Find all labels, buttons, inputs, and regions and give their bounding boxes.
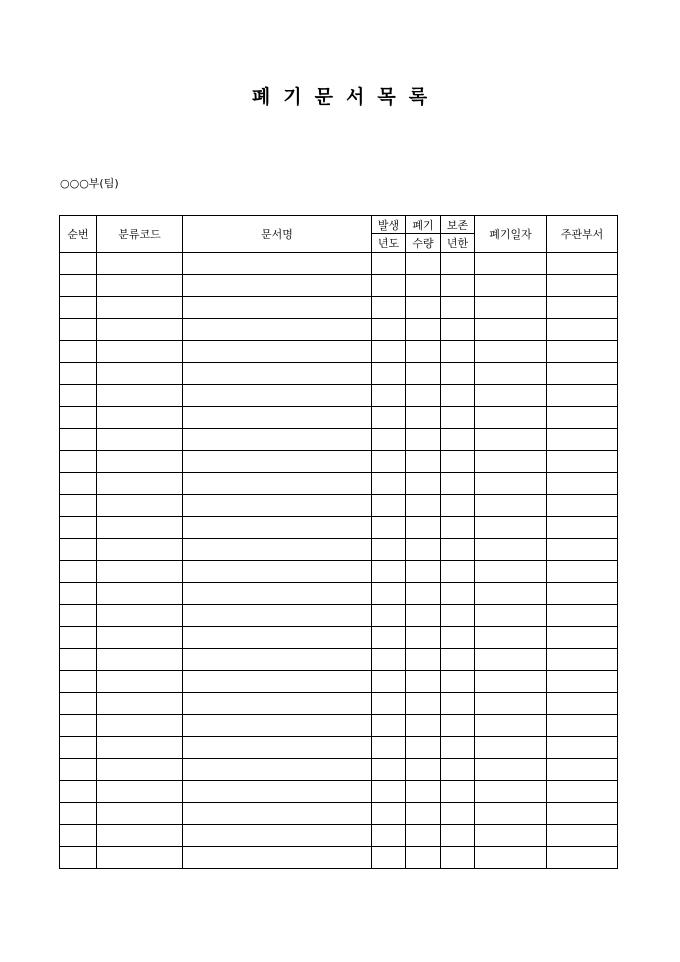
title-char: 목 bbox=[377, 86, 397, 108]
cell-doc-name bbox=[183, 803, 372, 825]
cell-doc-name bbox=[183, 825, 372, 847]
cell-seq bbox=[60, 803, 97, 825]
cell-seq bbox=[60, 451, 97, 473]
cell-issue-year bbox=[372, 385, 406, 407]
header-issue-year-bottom: 년도 bbox=[372, 234, 406, 253]
cell-retention bbox=[441, 671, 475, 693]
cell-class-code bbox=[97, 451, 183, 473]
cell-doc-name bbox=[183, 275, 372, 297]
cell-dept bbox=[547, 649, 618, 671]
cell-issue-year bbox=[372, 275, 406, 297]
cell-class-code bbox=[97, 341, 183, 363]
header-dept: 주관부서 bbox=[547, 216, 618, 253]
cell-class-code bbox=[97, 627, 183, 649]
cell-class-code bbox=[97, 781, 183, 803]
cell-disposal-date bbox=[475, 737, 547, 759]
cell-class-code bbox=[97, 407, 183, 429]
cell-retention bbox=[441, 605, 475, 627]
cell-disposal-qty bbox=[406, 825, 441, 847]
cell-seq bbox=[60, 385, 97, 407]
cell-class-code bbox=[97, 275, 183, 297]
cell-dept bbox=[547, 363, 618, 385]
cell-seq bbox=[60, 561, 97, 583]
cell-issue-year bbox=[372, 583, 406, 605]
cell-class-code bbox=[97, 561, 183, 583]
cell-disposal-date bbox=[475, 429, 547, 451]
cell-dept bbox=[547, 627, 618, 649]
cell-retention bbox=[441, 803, 475, 825]
cell-disposal-qty bbox=[406, 605, 441, 627]
cell-doc-name bbox=[183, 847, 372, 869]
cell-seq bbox=[60, 253, 97, 275]
cell-issue-year bbox=[372, 495, 406, 517]
cell-dept bbox=[547, 297, 618, 319]
cell-seq bbox=[60, 429, 97, 451]
cell-disposal-qty bbox=[406, 715, 441, 737]
cell-issue-year bbox=[372, 561, 406, 583]
cell-seq bbox=[60, 649, 97, 671]
cell-retention bbox=[441, 253, 475, 275]
cell-class-code bbox=[97, 583, 183, 605]
cell-class-code bbox=[97, 671, 183, 693]
cell-disposal-date bbox=[475, 385, 547, 407]
cell-class-code bbox=[97, 429, 183, 451]
cell-seq bbox=[60, 275, 97, 297]
cell-dept bbox=[547, 495, 618, 517]
title-char: 록 bbox=[408, 86, 429, 108]
header-disposal-date: 폐기일자 bbox=[475, 216, 547, 253]
cell-disposal-date bbox=[475, 275, 547, 297]
cell-doc-name bbox=[183, 649, 372, 671]
cell-disposal-qty bbox=[406, 495, 441, 517]
cell-doc-name bbox=[183, 495, 372, 517]
table-row bbox=[60, 847, 618, 869]
cell-dept bbox=[547, 275, 618, 297]
cell-class-code bbox=[97, 847, 183, 869]
cell-retention bbox=[441, 539, 475, 561]
table-row bbox=[60, 473, 618, 495]
cell-dept bbox=[547, 737, 618, 759]
cell-disposal-qty bbox=[406, 649, 441, 671]
cell-dept bbox=[547, 451, 618, 473]
disposal-document-table bbox=[59, 215, 618, 869]
table-row bbox=[60, 341, 618, 363]
cell-dept bbox=[547, 715, 618, 737]
header-issue-year-top: 발생 bbox=[372, 216, 406, 234]
cell-dept bbox=[547, 583, 618, 605]
cell-doc-name bbox=[183, 407, 372, 429]
table-row bbox=[60, 825, 618, 847]
cell-dept bbox=[547, 385, 618, 407]
table-row bbox=[60, 737, 618, 759]
cell-class-code bbox=[97, 605, 183, 627]
cell-doc-name bbox=[183, 429, 372, 451]
cell-seq bbox=[60, 539, 97, 561]
table-row bbox=[60, 363, 618, 385]
table-row bbox=[60, 407, 618, 429]
header-disposal-qty-top: 폐기 bbox=[406, 216, 441, 234]
cell-disposal-date bbox=[475, 363, 547, 385]
cell-issue-year bbox=[372, 363, 406, 385]
cell-issue-year bbox=[372, 627, 406, 649]
cell-retention bbox=[441, 649, 475, 671]
cell-doc-name bbox=[183, 319, 372, 341]
table-row bbox=[60, 319, 618, 341]
cell-disposal-date bbox=[475, 671, 547, 693]
cell-disposal-date bbox=[475, 715, 547, 737]
cell-seq bbox=[60, 847, 97, 869]
cell-disposal-date bbox=[475, 253, 547, 275]
table-row bbox=[60, 451, 618, 473]
cell-retention bbox=[441, 407, 475, 429]
table-row bbox=[60, 715, 618, 737]
cell-seq bbox=[60, 495, 97, 517]
cell-issue-year bbox=[372, 847, 406, 869]
header-doc-name: 문서명 bbox=[183, 216, 372, 253]
table-body bbox=[60, 253, 618, 869]
cell-issue-year bbox=[372, 671, 406, 693]
cell-issue-year bbox=[372, 759, 406, 781]
cell-dept bbox=[547, 341, 618, 363]
cell-seq bbox=[60, 473, 97, 495]
cell-disposal-date bbox=[475, 297, 547, 319]
cell-disposal-date bbox=[475, 319, 547, 341]
cell-seq bbox=[60, 297, 97, 319]
table-row bbox=[60, 297, 618, 319]
cell-issue-year bbox=[372, 649, 406, 671]
cell-class-code bbox=[97, 715, 183, 737]
cell-disposal-date bbox=[475, 781, 547, 803]
cell-retention bbox=[441, 737, 475, 759]
cell-dept bbox=[547, 803, 618, 825]
cell-retention bbox=[441, 385, 475, 407]
department-label: ○○○부(팀) bbox=[60, 177, 119, 190]
cell-issue-year bbox=[372, 319, 406, 341]
cell-disposal-date bbox=[475, 341, 547, 363]
cell-disposal-qty bbox=[406, 517, 441, 539]
cell-retention bbox=[441, 517, 475, 539]
cell-retention bbox=[441, 451, 475, 473]
cell-disposal-qty bbox=[406, 847, 441, 869]
cell-doc-name bbox=[183, 693, 372, 715]
cell-issue-year bbox=[372, 429, 406, 451]
cell-dept bbox=[547, 539, 618, 561]
cell-issue-year bbox=[372, 715, 406, 737]
cell-disposal-date bbox=[475, 847, 547, 869]
cell-seq bbox=[60, 781, 97, 803]
cell-retention bbox=[441, 319, 475, 341]
cell-dept bbox=[547, 561, 618, 583]
cell-class-code bbox=[97, 825, 183, 847]
cell-retention bbox=[441, 583, 475, 605]
header-retention-bottom: 년한 bbox=[441, 234, 475, 253]
cell-disposal-qty bbox=[406, 341, 441, 363]
cell-issue-year bbox=[372, 803, 406, 825]
cell-disposal-date bbox=[475, 495, 547, 517]
cell-retention bbox=[441, 297, 475, 319]
cell-class-code bbox=[97, 495, 183, 517]
table-row bbox=[60, 385, 618, 407]
cell-doc-name bbox=[183, 781, 372, 803]
cell-seq bbox=[60, 671, 97, 693]
cell-disposal-date bbox=[475, 473, 547, 495]
table-row bbox=[60, 627, 618, 649]
cell-issue-year bbox=[372, 451, 406, 473]
cell-disposal-qty bbox=[406, 451, 441, 473]
cell-disposal-qty bbox=[406, 297, 441, 319]
cell-disposal-date bbox=[475, 583, 547, 605]
cell-doc-name bbox=[183, 561, 372, 583]
cell-retention bbox=[441, 275, 475, 297]
table-row bbox=[60, 693, 618, 715]
cell-disposal-date bbox=[475, 605, 547, 627]
table-row bbox=[60, 649, 618, 671]
table-row bbox=[60, 517, 618, 539]
cell-dept bbox=[547, 473, 618, 495]
cell-disposal-qty bbox=[406, 583, 441, 605]
cell-retention bbox=[441, 693, 475, 715]
cell-class-code bbox=[97, 363, 183, 385]
table-row bbox=[60, 429, 618, 451]
table-row bbox=[60, 803, 618, 825]
cell-dept bbox=[547, 693, 618, 715]
cell-disposal-date bbox=[475, 539, 547, 561]
cell-doc-name bbox=[183, 517, 372, 539]
cell-seq bbox=[60, 737, 97, 759]
cell-issue-year bbox=[372, 473, 406, 495]
cell-retention bbox=[441, 495, 475, 517]
cell-class-code bbox=[97, 649, 183, 671]
cell-class-code bbox=[97, 297, 183, 319]
cell-doc-name bbox=[183, 297, 372, 319]
cell-disposal-date bbox=[475, 825, 547, 847]
cell-doc-name bbox=[183, 627, 372, 649]
table-row bbox=[60, 539, 618, 561]
cell-disposal-qty bbox=[406, 737, 441, 759]
cell-issue-year bbox=[372, 781, 406, 803]
cell-retention bbox=[441, 627, 475, 649]
cell-disposal-qty bbox=[406, 385, 441, 407]
cell-dept bbox=[547, 605, 618, 627]
cell-retention bbox=[441, 847, 475, 869]
cell-disposal-date bbox=[475, 407, 547, 429]
cell-seq bbox=[60, 693, 97, 715]
cell-retention bbox=[441, 363, 475, 385]
cell-disposal-qty bbox=[406, 693, 441, 715]
header-retention-top: 보존 bbox=[441, 216, 475, 234]
cell-issue-year bbox=[372, 253, 406, 275]
cell-retention bbox=[441, 341, 475, 363]
cell-doc-name bbox=[183, 451, 372, 473]
cell-disposal-date bbox=[475, 451, 547, 473]
cell-issue-year bbox=[372, 297, 406, 319]
cell-retention bbox=[441, 473, 475, 495]
cell-class-code bbox=[97, 473, 183, 495]
cell-disposal-qty bbox=[406, 319, 441, 341]
cell-doc-name bbox=[183, 341, 372, 363]
cell-issue-year bbox=[372, 407, 406, 429]
cell-doc-name bbox=[183, 605, 372, 627]
cell-disposal-date bbox=[475, 561, 547, 583]
table-row bbox=[60, 495, 618, 517]
cell-retention bbox=[441, 825, 475, 847]
cell-disposal-qty bbox=[406, 253, 441, 275]
cell-disposal-qty bbox=[406, 363, 441, 385]
cell-dept bbox=[547, 825, 618, 847]
cell-disposal-date bbox=[475, 649, 547, 671]
title-char: 문 bbox=[314, 86, 334, 108]
table-row bbox=[60, 781, 618, 803]
cell-class-code bbox=[97, 737, 183, 759]
header-class-code: 분류코드 bbox=[97, 216, 183, 253]
cell-disposal-qty bbox=[406, 275, 441, 297]
cell-disposal-qty bbox=[406, 429, 441, 451]
table-row bbox=[60, 671, 618, 693]
cell-doc-name bbox=[183, 583, 372, 605]
title-char: 기 bbox=[283, 86, 303, 108]
cell-disposal-qty bbox=[406, 627, 441, 649]
cell-disposal-qty bbox=[406, 781, 441, 803]
cell-dept bbox=[547, 429, 618, 451]
cell-dept bbox=[547, 319, 618, 341]
header-disposal-qty-bottom: 수량 bbox=[406, 234, 441, 253]
cell-issue-year bbox=[372, 539, 406, 561]
cell-doc-name bbox=[183, 759, 372, 781]
cell-seq bbox=[60, 759, 97, 781]
cell-retention bbox=[441, 781, 475, 803]
table-row bbox=[60, 275, 618, 297]
cell-doc-name bbox=[183, 363, 372, 385]
cell-seq bbox=[60, 341, 97, 363]
cell-issue-year bbox=[372, 341, 406, 363]
cell-doc-name bbox=[183, 671, 372, 693]
cell-issue-year bbox=[372, 825, 406, 847]
cell-doc-name bbox=[183, 715, 372, 737]
cell-doc-name bbox=[183, 539, 372, 561]
cell-dept bbox=[547, 517, 618, 539]
cell-disposal-date bbox=[475, 627, 547, 649]
table-row bbox=[60, 583, 618, 605]
cell-disposal-date bbox=[475, 693, 547, 715]
cell-seq bbox=[60, 517, 97, 539]
cell-class-code bbox=[97, 803, 183, 825]
cell-class-code bbox=[97, 385, 183, 407]
cell-disposal-qty bbox=[406, 539, 441, 561]
cell-class-code bbox=[97, 319, 183, 341]
cell-disposal-qty bbox=[406, 803, 441, 825]
cell-seq bbox=[60, 363, 97, 385]
table-row bbox=[60, 759, 618, 781]
cell-doc-name bbox=[183, 473, 372, 495]
header-seq: 순번 bbox=[60, 216, 97, 253]
cell-disposal-date bbox=[475, 803, 547, 825]
cell-doc-name bbox=[183, 385, 372, 407]
cell-dept bbox=[547, 759, 618, 781]
page-title bbox=[0, 82, 680, 109]
cell-retention bbox=[441, 759, 475, 781]
cell-disposal-qty bbox=[406, 671, 441, 693]
cell-seq bbox=[60, 583, 97, 605]
cell-seq bbox=[60, 605, 97, 627]
cell-issue-year bbox=[372, 605, 406, 627]
cell-disposal-qty bbox=[406, 561, 441, 583]
cell-seq bbox=[60, 407, 97, 429]
cell-retention bbox=[441, 561, 475, 583]
cell-seq bbox=[60, 715, 97, 737]
title-char: 서 bbox=[346, 86, 366, 108]
cell-disposal-qty bbox=[406, 473, 441, 495]
cell-seq bbox=[60, 319, 97, 341]
cell-dept bbox=[547, 847, 618, 869]
cell-doc-name bbox=[183, 737, 372, 759]
cell-disposal-date bbox=[475, 517, 547, 539]
cell-disposal-date bbox=[475, 759, 547, 781]
table-row bbox=[60, 605, 618, 627]
cell-seq bbox=[60, 825, 97, 847]
cell-seq bbox=[60, 627, 97, 649]
cell-dept bbox=[547, 253, 618, 275]
cell-issue-year bbox=[372, 517, 406, 539]
title-char: 폐 bbox=[251, 86, 272, 108]
table-row bbox=[60, 561, 618, 583]
cell-class-code bbox=[97, 539, 183, 561]
cell-dept bbox=[547, 781, 618, 803]
cell-class-code bbox=[97, 693, 183, 715]
cell-retention bbox=[441, 715, 475, 737]
table-row bbox=[60, 253, 618, 275]
cell-doc-name bbox=[183, 253, 372, 275]
cell-dept bbox=[547, 407, 618, 429]
cell-dept bbox=[547, 671, 618, 693]
cell-disposal-qty bbox=[406, 407, 441, 429]
cell-retention bbox=[441, 429, 475, 451]
cell-issue-year bbox=[372, 737, 406, 759]
cell-issue-year bbox=[372, 693, 406, 715]
cell-class-code bbox=[97, 253, 183, 275]
cell-disposal-qty bbox=[406, 759, 441, 781]
cell-class-code bbox=[97, 759, 183, 781]
cell-class-code bbox=[97, 517, 183, 539]
